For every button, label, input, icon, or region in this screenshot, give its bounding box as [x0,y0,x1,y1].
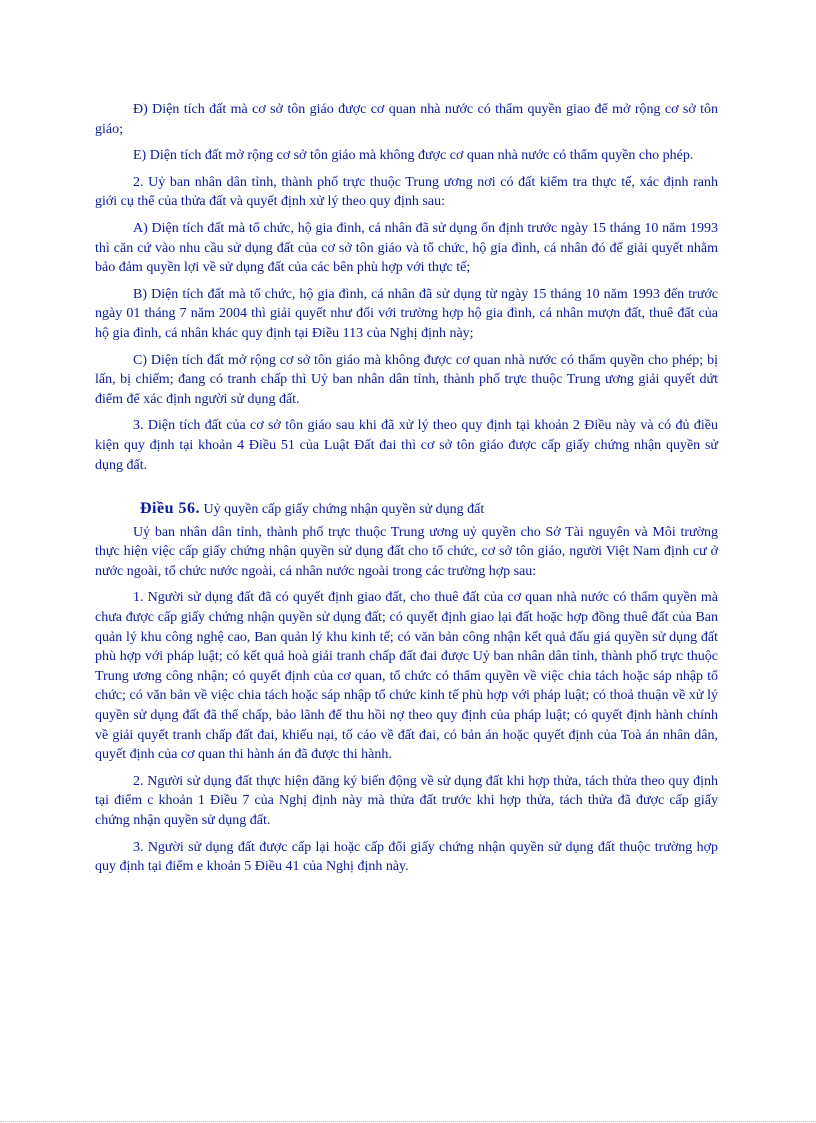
page-bottom-border [0,1121,816,1122]
paragraph-clause-3: 3. Diện tích đất của cơ sở tôn giáo sau khi đã xử lý theo quy định tại khoản 2 Điều này và có đủ điều kiện quy định tại khoản 4 Điều 51 của Luật Đất đai thì cơ sở tôn giáo được cấp giấy chứng nhận quyền sử dụng đất. [95,418,718,473]
article-title: Uỷ quyền cấp giấy chứng nhận quyền sử dụng đất [203,502,485,518]
paragraph-item-e: E) Diện tích đất mở rộng cơ sở tôn giáo mà không được cơ quan nhà nước có thẩm quyền cho phép. [133,148,694,164]
paragraph-item-b: B) Diện tích đất mà tổ chức, hộ gia đình, cá nhân đã sử dụng từ ngày 15 tháng 10 năm 1993 đến trước ngày 01 tháng 7 năm 2004 thì giải quyết như đối với trường hợp hộ gia đình, cá nhân mượn đất, thuê đất của hộ gia đình, cá nhân khác quy định tại Điều 113 của Nghị định này; [95,286,718,341]
paragraph-case-2: 2. Người sử dụng đất thực hiện đăng ký biến động về sử dụng đất khi hợp thửa, tách thửa theo quy định tại điểm c khoản 1 Điều 7 của Nghị định này mà thửa đất trước khi hợp thửa, tách thửa đã được cấp giấy chứng nhận quyền sử dụng đất. [95,773,718,828]
paragraph-item-a: A) Diện tích đất mà tổ chức, hộ gia đình, cá nhân đã sử dụng ổn định trước ngày 15 tháng 10 năm 1993 thì căn cứ vào nhu cầu sử dụng đất của cơ sở tôn giáo và tổ chức, hộ gia đình, cá nhân đó để giải quyết nhằm bảo đảm quyền lợi về sử dụng đất của các bên phù hợp với thực tế; [95,220,718,276]
article-heading [95,499,718,520]
paragraph-case-3: 3. Người sử dụng đất được cấp lại hoặc cấp đổi giấy chứng nhận quyền sử dụng đất thuộc trường hợp quy định tại điểm e khoản 5 Điều 41 của Nghị định này. [95,839,718,875]
paragraph-item-dd: Đ) Diện tích đất mà cơ sở tôn giáo được cơ quan nhà nước có thẩm quyền giao để mở rộng cơ sở tôn giáo; [95,102,718,137]
paragraph-clause-2: 2. Uỷ ban nhân dân tỉnh, thành phố trực thuộc Trung ương nơi có đất kiểm tra thực tế, xác định ranh giới cụ thể của thửa đất và quyết định xử lý theo quy định sau: [95,174,718,210]
article-number: Điều 56. [140,500,200,518]
document-body [95,100,718,884]
section-spacer [95,482,718,499]
paragraph-article-intro: Uỷ ban nhân dân tỉnh, thành phố trực thuộc Trung ương uỷ quyền cho Sở Tài nguyên và Môi trường thực hiện việc cấp giấy chứng nhận quyền sử dụng đất cho tổ chức, cơ sở tôn giáo, người Việt Nam định cư ở nước ngoài, tổ chức nước ngoài, cá nhân nước ngoài trong các trường hợp sau: [95,524,718,579]
paragraph-case-1: 1. Người sử dụng đất đã có quyết định giao đất, cho thuê đất của cơ quan nhà nước có thẩm quyền mà chưa được cấp giấy chứng nhận quyền sử dụng đất; có quyết định giao lại đất hoặc hợp đồng thuê đất của Ban quản lý khu công nghệ cao, Ban quản lý khu kinh tế; có văn bản công nhận kết quả đấu giá quyền sử dụng đất phù hợp với pháp luật; có kết quả hoà giải tranh chấp đất đai được Uỷ ban nhân dân tỉnh, thành phố trực thuộc Trung ương công nhận; có quyết định của cơ quan, tổ chức có thẩm quyền về việc chia tách hoặc sáp nhập tổ chức; có văn bản về việc chia tách hoặc sáp nhập tổ chức kinh tế phù hợp với pháp luật; có thoả thuận về xử lý quyền sử dụng đất đã thế chấp, bảo lãnh để thu hồi nợ theo quy định của pháp luật; có quyết định hành chính về giải quyết tranh chấp đất đai, khiếu nại, tố cáo về đất đai, có bản án hoặc quyết định của Toà án nhân dân, quyết định của cơ quan thi hành án đã được thi hành. [95,590,718,763]
paragraph-item-c: C) Diện tích đất mở rộng cơ sở tôn giáo mà không được cơ quan nhà nước có thẩm quyền cho phép; bị lấn, bị chiếm; đang có tranh chấp thì Uỷ ban nhân dân tỉnh, thành phố trực thuộc Trung ương giải quyết dứt điểm để xác định người sử dụng đất. [95,352,718,407]
